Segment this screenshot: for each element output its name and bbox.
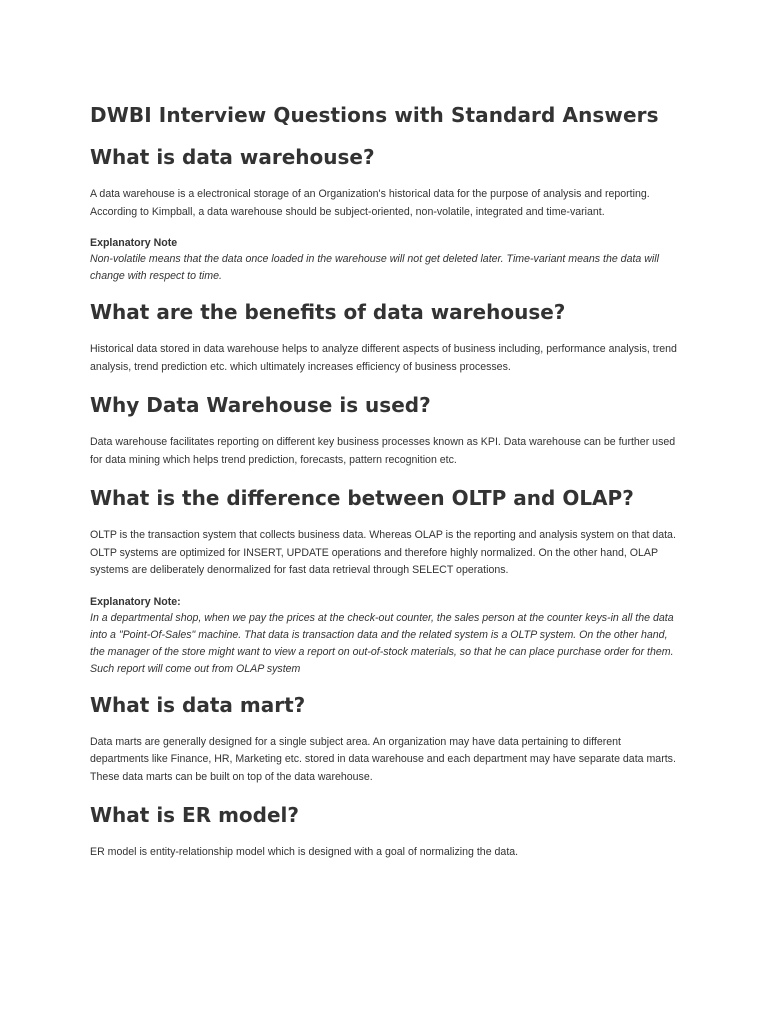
section-paragraph: A data warehouse is a electronical storage of an Organization's historical data for the purpose of analysis and reporting. According to Kimpball, a data warehouse should be subject-oriented, non-volatile, integrated and time-variant. <box>90 188 650 218</box>
section-paragraph: Historical data stored in data warehouse helps to analyze different aspects of business including, performance analysis, trend analysis, trend prediction etc. which ultimately increases efficiency of business processes. <box>90 343 677 373</box>
section-heading: What is the difference between OLTP and OLAP? <box>90 486 634 510</box>
document-page <box>90 100 680 876</box>
section-paragraph: ER model is entity-relationship model which is designed with a goal of normalizing the data. <box>90 846 519 858</box>
section-heading: What is data warehouse? <box>90 145 375 169</box>
section-er-model <box>90 800 680 862</box>
note-label: Explanatory Note <box>90 237 178 249</box>
section-benefits <box>90 297 680 376</box>
section-oltp-olap <box>90 483 680 678</box>
note-label: Explanatory Note: <box>90 595 181 608</box>
section-heading: Why Data Warehouse is used? <box>90 393 431 417</box>
document-title: DWBI Interview Questions with Standard Answers <box>90 103 659 127</box>
note-text: In a departmental shop, when we pay the prices at the check-out counter, the sales person at the counter keys-in all the data into a "Point-Of-Sales" machine. That data is transaction data and the related system is a OLTP system. On the other hand, the manager of the store might want to view a report on out-of-stock materials, so that he can place purchase order for them. Such report will come out from OLAP system <box>90 611 674 675</box>
note-text: Non-volatile means that the data once loaded in the warehouse will not get deleted later. Time-variant means the data will change with respect to time. <box>90 253 659 282</box>
section-paragraph: OLTP is the transaction system that collects business data. Whereas OLAP is the reporting and analysis system on that data. <box>90 529 676 541</box>
section-data-warehouse <box>90 142 680 285</box>
section-data-mart <box>90 690 680 787</box>
section-heading: What is data mart? <box>90 692 306 717</box>
section-paragraph: OLTP systems are optimized for INSERT, UPDATE operations and therefore highly normalized. On the other hand, OLAP systems are deliberately denormalized for fast data retrieval through SELECT operations. <box>90 546 658 576</box>
section-paragraph: Data marts are generally designed for a single subject area. An organization may have data pertaining to different departments like Finance, HR, Marketing etc. stored in data warehouse and each department may have separate data marts. These data marts can be built on top of the data warehouse. <box>90 735 676 783</box>
section-heading: What is ER model? <box>90 803 299 827</box>
section-paragraph: Data warehouse facilitates reporting on different key business processes known as KPI. Data warehouse can be further used for data mining which helps trend prediction, forecasts, pattern recognition etc. <box>90 436 676 466</box>
section-why-used <box>90 390 680 469</box>
section-heading: What are the benefits of data warehouse? <box>90 300 566 324</box>
